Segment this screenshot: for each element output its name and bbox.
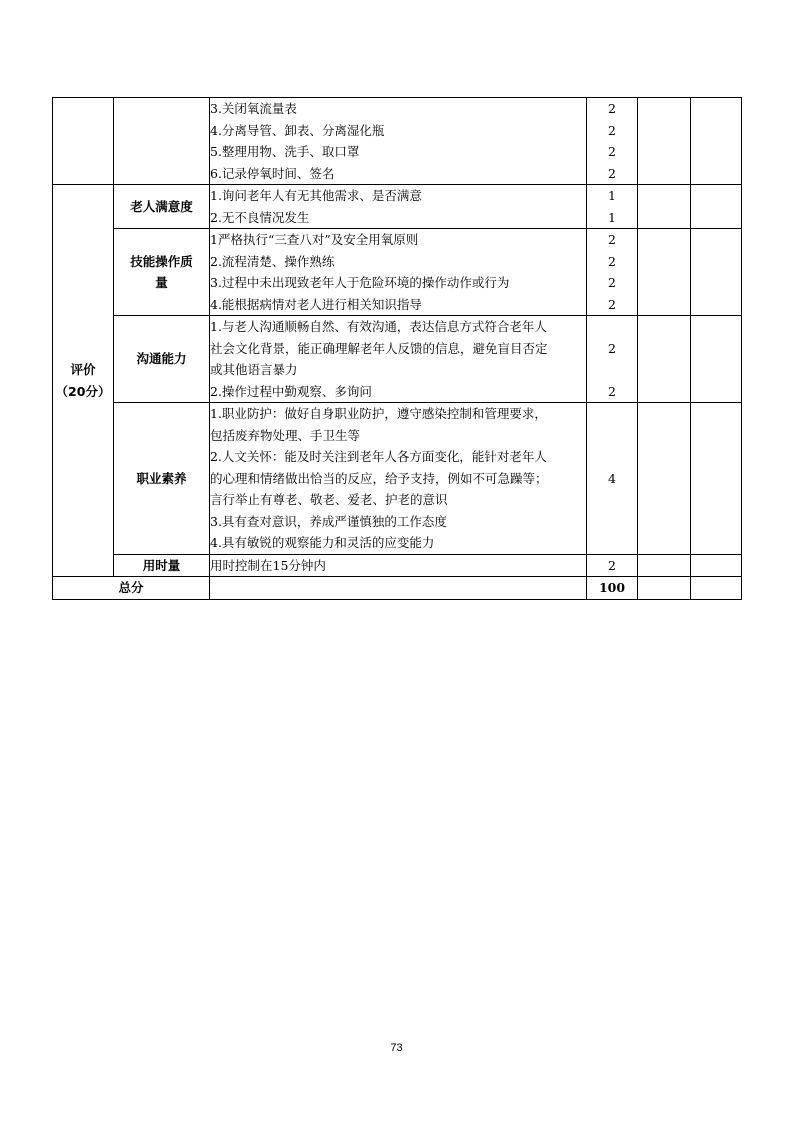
content-line: 3.过程中未出现致老年人于危险环境的操作动作或行为 bbox=[210, 275, 510, 290]
blank-cell bbox=[210, 577, 587, 600]
item-communication: 沟通能力 bbox=[114, 316, 210, 403]
content-line: 2.操作过程中勤观察、多询问 bbox=[210, 383, 372, 399]
section-label: 评价 bbox=[70, 362, 96, 377]
blank-cell bbox=[638, 98, 691, 185]
item-professional: 职业素养 bbox=[114, 403, 210, 555]
page-number: 73 bbox=[390, 1042, 403, 1054]
content-line: 4.能根据病情对老人进行相关知识指导 bbox=[210, 296, 422, 312]
content-line: 社会文化背景，能正确理解老年人反馈的信息，避免盲目否定 bbox=[210, 340, 548, 356]
content-cell bbox=[210, 185, 587, 229]
blank-cell bbox=[638, 577, 691, 600]
table-row-total bbox=[53, 577, 742, 600]
score-cell: 2 bbox=[587, 554, 638, 577]
table-row bbox=[53, 185, 742, 229]
score-cell bbox=[587, 229, 638, 316]
blank-cell bbox=[691, 554, 742, 577]
score-value: 2 bbox=[608, 232, 616, 247]
score-value: 2 bbox=[608, 275, 616, 290]
table-row bbox=[53, 229, 742, 316]
content-line: 用时控制在15分钟内 bbox=[210, 557, 326, 573]
content-cell bbox=[210, 229, 587, 316]
content-line: 4.具有敏锐的观察能力和灵活的应变能力 bbox=[210, 535, 435, 550]
content-line: 6.记录停氧时间、签名 bbox=[210, 165, 335, 181]
content-cell bbox=[210, 316, 587, 403]
content-line: 或其他语言暴力 bbox=[210, 362, 298, 377]
blank-cell bbox=[638, 316, 691, 403]
score-value: 2 bbox=[608, 383, 616, 399]
blank-cell bbox=[691, 316, 742, 403]
score-cell bbox=[587, 316, 638, 403]
score-value: 2 bbox=[608, 340, 616, 356]
score-cell bbox=[587, 185, 638, 229]
content-line: 1.与老人沟通顺畅自然、有效沟通，表达信息方式符合老年人 bbox=[210, 319, 547, 334]
content-line: 的心理和情绪做出恰当的反应，给予支持，例如不可急躁等； bbox=[210, 470, 548, 486]
content-cell bbox=[210, 403, 587, 555]
content-line: 1严格执行“三查八对”及安全用氧原则 bbox=[210, 232, 419, 247]
blank-cell bbox=[638, 229, 691, 316]
score-value: 1 bbox=[608, 209, 616, 225]
score-value bbox=[587, 316, 637, 338]
content-line: 5.整理用物、洗手、取口罩 bbox=[210, 144, 360, 159]
score-value: 2 bbox=[608, 144, 616, 159]
content-line: 2.流程清楚、操作熟练 bbox=[210, 253, 335, 269]
item-time: 用时量 bbox=[114, 554, 210, 577]
content-line: 2.人文关怀：能及时关注到老年人各方面变化，能针对老年人 bbox=[210, 449, 547, 464]
score-value: 2 bbox=[608, 165, 616, 181]
content-line: 1.询问老年人有无其他需求、是否满意 bbox=[210, 188, 422, 203]
content-line: 言行举止有尊老、敬老、爱老、护老的意识 bbox=[210, 492, 448, 507]
table-row bbox=[53, 316, 742, 403]
score-value: 2 bbox=[608, 296, 616, 312]
content-cell bbox=[210, 554, 587, 577]
content-line: 4.分离导管、卸表、分离湿化瓶 bbox=[210, 122, 385, 138]
blank-cell bbox=[691, 229, 742, 316]
content-line: 1.职业防护：做好自身职业防护，遵守感染控制和管理要求， bbox=[210, 406, 547, 421]
item-satisfaction: 老人满意度 bbox=[114, 185, 210, 229]
item-label-line: 技能操作质 bbox=[130, 253, 193, 269]
content-line: 3.关闭氧流量表 bbox=[210, 101, 297, 116]
blank-cell bbox=[691, 185, 742, 229]
total-score: 100 bbox=[587, 577, 638, 600]
table-row bbox=[53, 554, 742, 577]
score-value: 2 bbox=[608, 122, 616, 138]
content-line: 3.具有查对意识，养成严谨慎独的工作态度 bbox=[210, 513, 447, 529]
section-cell-empty bbox=[53, 98, 114, 185]
content-line: 包括废弃物处理、手卫生等 bbox=[210, 427, 361, 443]
content-cell bbox=[210, 98, 587, 185]
item-label-line: 量 bbox=[155, 275, 168, 290]
content-line: 2.无不良情况发生 bbox=[210, 209, 310, 225]
score-cell bbox=[587, 98, 638, 185]
item-quality bbox=[114, 229, 210, 316]
score-value: 2 bbox=[608, 101, 616, 116]
table-row bbox=[53, 403, 742, 555]
blank-cell bbox=[638, 554, 691, 577]
section-evaluation bbox=[53, 185, 114, 577]
scoring-table bbox=[52, 97, 742, 600]
section-points: （20分） bbox=[55, 383, 111, 399]
total-label: 总分 bbox=[53, 577, 210, 600]
blank-cell bbox=[638, 403, 691, 555]
blank-cell bbox=[638, 185, 691, 229]
blank-cell bbox=[691, 98, 742, 185]
item-cell-empty bbox=[114, 98, 210, 185]
blank-cell bbox=[691, 577, 742, 600]
score-cell: 4 bbox=[587, 403, 638, 555]
score-value: 1 bbox=[608, 188, 616, 203]
blank-cell bbox=[691, 403, 742, 555]
table-row bbox=[53, 98, 742, 185]
score-value: 2 bbox=[608, 253, 616, 269]
score-value bbox=[587, 359, 637, 381]
